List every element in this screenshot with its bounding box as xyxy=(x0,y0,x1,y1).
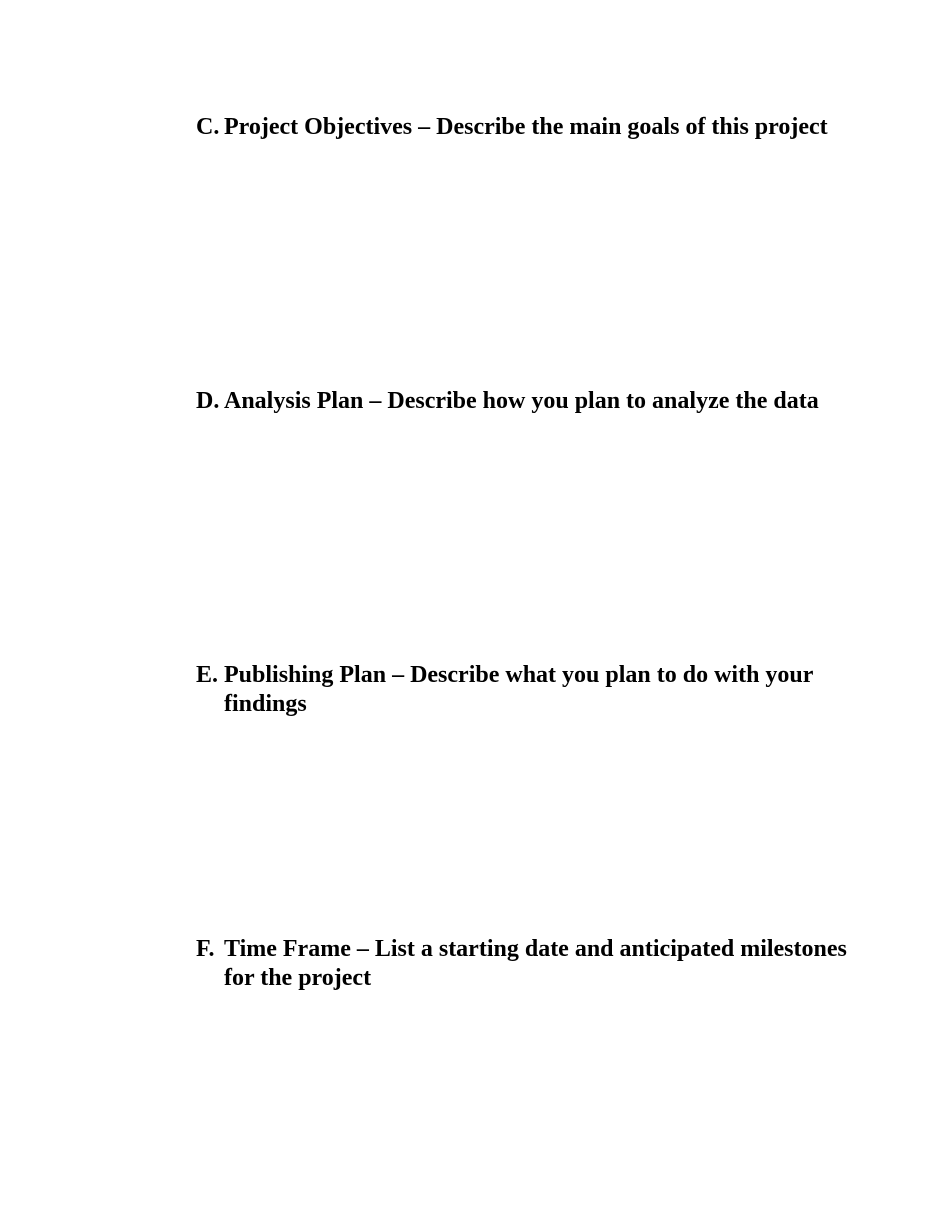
section-heading: Publishing Plan – Describe what you plan to do with your findings xyxy=(224,662,813,717)
section-heading: Project Objectives – Describe the main goals of this project xyxy=(224,114,828,140)
section-heading: Analysis Plan – Describe how you plan to analyze the data xyxy=(224,388,819,414)
section-analysis-plan xyxy=(196,387,856,416)
section-marker: E. xyxy=(196,662,219,688)
section-project-objectives xyxy=(196,113,856,142)
section-time-frame xyxy=(196,935,856,993)
section-marker: C. xyxy=(196,114,220,140)
section-publishing-plan xyxy=(196,661,856,719)
section-marker: F. xyxy=(196,936,215,962)
section-heading: Time Frame – List a starting date and anticipated milestones for the project xyxy=(224,936,847,991)
section-marker: D. xyxy=(196,388,220,414)
